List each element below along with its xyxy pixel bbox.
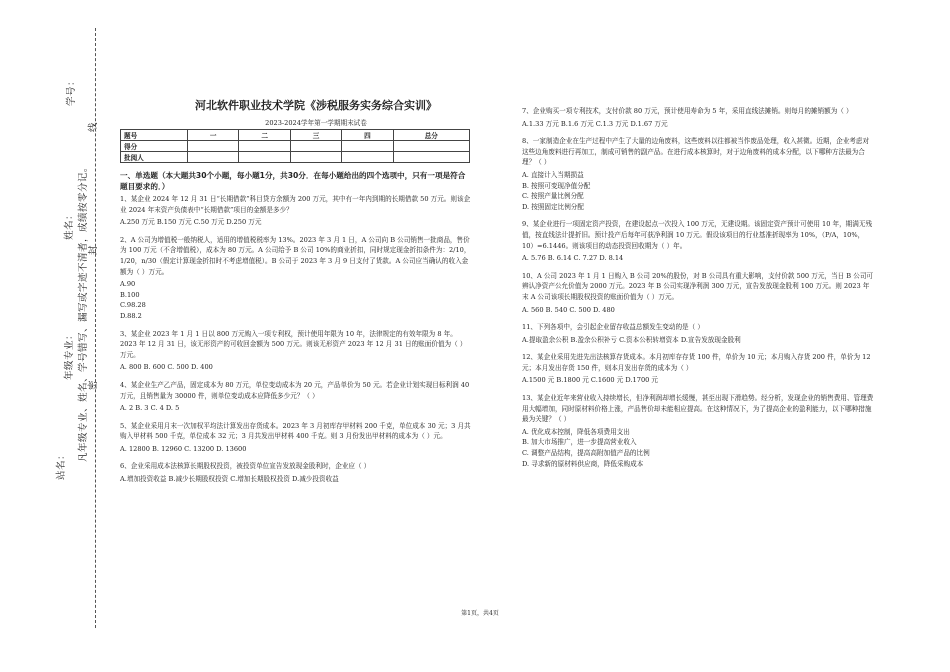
score-header-cell: 一 bbox=[188, 130, 239, 141]
score-header-cell: 四 bbox=[342, 130, 393, 141]
question-item bbox=[522, 136, 874, 212]
question-item bbox=[120, 235, 472, 322]
question-options bbox=[120, 362, 472, 373]
question-options bbox=[522, 427, 874, 469]
question-item bbox=[522, 352, 874, 386]
question-option[interactable]: A. 560 B. 540 C. 500 D. 480 bbox=[522, 305, 615, 314]
score-cell bbox=[393, 152, 469, 163]
score-cell bbox=[290, 152, 341, 163]
question-item bbox=[120, 194, 472, 228]
student-id-label: 学号： bbox=[66, 75, 77, 106]
score-table-row bbox=[121, 152, 470, 163]
question-stem: 7、企业购买一项专利技术，支付价款 80 万元，预计使用寿命为 5 年，采用直线法摊销。则每月的摊销额为（ ） bbox=[522, 107, 853, 115]
binding-instruction: 凡年级专业、姓名、学号错写、漏写或字迹不清者，成绩按零分记。 bbox=[78, 161, 89, 462]
question-stem: 8、一家制造企业在生产过程中产生了大量的边角废料，这些废料以往都被当作废品处理，收入甚微。近期，企业考虑对这些边角废料进行再加工，制成可销售的副产品。在进行成本核算时，对于边角废料的成本分配，以下哪种方法最为合理？（ ） bbox=[522, 137, 870, 167]
question-option[interactable]: A. 2 B. 3 C. 4 D. 5 bbox=[120, 404, 180, 413]
question-stem: 2、A 公司为增值税一般纳税人，适用的增值税税率为 13%。2023 年 3 月 1 日，A 公司向 B 公司销售一批商品，售价为 100 万元（不含增值税），成本为 80 万元。A 公司给予 B 公司 10%的商业折扣，同时规定现金折扣条件为：2/10，1/20，n/30（假定计算现金折扣时不考虑增值税）。B 公司于 2023 年 3 月 9 日支付了货款。A 公司应当确认的收入金额为（ ）万元。 bbox=[120, 235, 471, 276]
question-option[interactable]: A.增加投资收益 B.减少长期股权投资 C.增加长期股权投资 D.减少投资收益 bbox=[120, 475, 339, 484]
question-option[interactable]: C.98.28 bbox=[120, 301, 146, 310]
question-item bbox=[120, 329, 472, 373]
question-options bbox=[522, 335, 874, 346]
question-item bbox=[522, 271, 874, 315]
question-stem: 12、某企业采用先进先出法核算存货成本。本月初库存存货 100 件，单价为 10 元；本月购入存货 200 件，单价为 12 元；本月发出存货 150 件，则本月发出存货的成本为（ ） bbox=[522, 353, 871, 372]
question-option[interactable]: A.提取盈余公积 B.盈余公积补亏 C.资本公积转增资本 D.宣告发放现金股利 bbox=[522, 335, 741, 344]
score-header-cell: 题号 bbox=[121, 130, 188, 141]
question-stem: 10、A 公司 2023 年 1 月 1 日购入 B 公司 20%的股份，对 B 公司具有重大影响，支付价款 500 万元，当日 B 公司可辨认净资产公允价值为 2000 万元。2023 年 B 公司实现净利润 300 万元，宣告发放现金股利 100 万元。则 2023 年末 A 公司该项长期股权投资的账面价值为（ ）万元。 bbox=[522, 271, 874, 301]
exam-subtitle: 2023-2024学年第一学期期末试卷 bbox=[265, 119, 367, 127]
question-options bbox=[522, 170, 874, 212]
score-header-cell: 二 bbox=[239, 130, 290, 141]
exam-title: 河北软件职业技术学院《涉税服务实务综合实训》 bbox=[195, 99, 437, 112]
question-stem: 1、某企业 2024 年 12 月 31 日“长期借款”科目贷方余额为 200 万元，其中有一年内到期的长期借款 50 万元。则该企业 2024 年末资产负债表中“长期借款”项目的金额是多少？ bbox=[120, 195, 471, 214]
question-option[interactable]: D.88.2 bbox=[120, 311, 142, 320]
question-item bbox=[120, 380, 472, 414]
question-stem: 3、某企业 2023 年 1 月 1 日以 800 万元购入一项专利权，预计使用年限为 10 年，法律规定的有效年限为 8 年。2023 年 12 月 31 日，该无形资产的可收回金额为 500 万元。则该无形资产 2023 年 12 月 31 日的账面价值为（ ）万元。 bbox=[120, 329, 467, 359]
question-option[interactable]: A. 12800 B. 12960 C. 13200 D. 13600 bbox=[120, 444, 247, 453]
question-item bbox=[522, 393, 874, 469]
binding-margin bbox=[0, 0, 100, 672]
score-cell bbox=[188, 152, 239, 163]
question-option[interactable]: C. 按照产量比例分配 bbox=[522, 192, 584, 201]
seal-dashed-line bbox=[95, 28, 96, 628]
question-options bbox=[522, 305, 874, 316]
question-option[interactable]: C. 调整产品结构，提高高附加值产品的比例 bbox=[522, 449, 650, 458]
question-option[interactable]: A.1500 元 B.1800 元 C.1600 元 D.1700 元 bbox=[522, 376, 659, 385]
question-item bbox=[522, 219, 874, 263]
question-option[interactable]: D. 按照固定比例分配 bbox=[522, 202, 584, 211]
question-option[interactable]: A. 5.76 B. 6.14 C. 7.27 D. 8.14 bbox=[522, 254, 624, 263]
question-option[interactable]: B. 按照可变现净值分配 bbox=[522, 181, 591, 190]
score-header-cell: 总分 bbox=[393, 130, 469, 141]
question-options bbox=[120, 474, 472, 485]
score-cell bbox=[188, 141, 239, 152]
question-options bbox=[120, 403, 472, 414]
question-item bbox=[522, 106, 874, 129]
seal-word-1: 密 bbox=[88, 379, 99, 390]
score-row-label: 得分 bbox=[121, 141, 188, 152]
section-heading: 一、单选题（本大题共30个小题，每小题1分，共30分．在每小题给出的四个选项中，只有一项是符合题目要求的．） bbox=[120, 171, 466, 191]
question-options bbox=[522, 119, 874, 130]
score-cell bbox=[342, 152, 393, 163]
question-options bbox=[120, 279, 472, 321]
seal-word-2: 封 bbox=[88, 244, 99, 255]
class-label: 年级专业： bbox=[64, 329, 75, 380]
question-stem: 13、某企业近年来营业收入持续增长，但净利润却增长缓慢，甚至出现下滑趋势。经分析，发现企业的销售费用、管理费用大幅增加，同时原材料价格上涨，产品售价却未能相应提高。在这种情况下，为了提高企业的盈利能力，以下哪种措施最为关键？（ ） bbox=[522, 394, 874, 424]
question-option[interactable]: B. 加大市场推广，进一步提高营业收入 bbox=[522, 438, 637, 447]
question-option[interactable]: A. 800 B. 600 C. 500 D. 400 bbox=[120, 363, 213, 372]
question-stem: 11、下列各项中，会引起企业留存收益总额发生变动的是（ ） bbox=[522, 323, 704, 332]
question-options bbox=[522, 253, 874, 264]
question-item bbox=[120, 421, 472, 455]
question-stem: 9、某企业进行一项固定资产投资，在建设起点一次投入 100 万元，无建设期。该固定资产预计可使用 10 年，期满无残值，按直线法计提折旧。预计投产后每年可获净利润 10 万元。假设该项目的行业基准折现率为 10%，（P/A，10%，10）=6.1446。则该项目的动态投资回收期为（ ）年。 bbox=[522, 220, 873, 250]
page-footer: 第1页，共4页 bbox=[461, 610, 499, 617]
name-label: 姓名： bbox=[64, 209, 75, 240]
question-option[interactable]: A.250 万元 B.150 万元 C.50 万元 D.250 万元 bbox=[120, 218, 262, 227]
score-header-cell: 三 bbox=[290, 130, 341, 141]
question-stem: 5、某企业采用月末一次加权平均法计算发出存货成本。2023 年 3 月初库存甲材料 200 千克，单位成本 30 元；3 月共购入甲材料 500 千克，单位成本 32 元；3 月共发出甲材料 400 千克。则 3 月份发出甲材料的成本为（ ）元。 bbox=[120, 421, 471, 441]
score-cell bbox=[342, 141, 393, 152]
question-options bbox=[120, 217, 472, 228]
question-column-right bbox=[522, 106, 874, 476]
score-table-header-row bbox=[121, 130, 470, 141]
question-item bbox=[522, 322, 874, 345]
question-option[interactable]: A.90 bbox=[120, 280, 136, 289]
score-cell bbox=[393, 141, 469, 152]
question-option[interactable]: A. 直接计入当期损益 bbox=[522, 170, 584, 179]
question-item bbox=[120, 461, 472, 484]
school-label: 站名： bbox=[56, 449, 67, 480]
question-option[interactable]: A. 优化成本控制，降低各项费用支出 bbox=[522, 427, 630, 436]
score-table bbox=[120, 129, 470, 163]
score-row-label: 批阅人 bbox=[121, 152, 188, 163]
question-stem: 4、某企业生产乙产品，固定成本为 80 万元，单位变动成本为 20 元，产品单价为 50 元。若企业计划实现目标利润 40 万元，且销售量为 30000 件，则单位变动成本应降低多少元？（ ） bbox=[120, 380, 470, 400]
question-column-left bbox=[120, 194, 472, 492]
question-option[interactable]: A.1.33 万元 B.1.6 万元 C.1.3 万元 D.1.67 万元 bbox=[522, 119, 668, 128]
score-cell bbox=[239, 152, 290, 163]
question-stem: 6、企业采用成本法核算长期股权投资，被投资单位宣告发放现金股利时，企业应（ ） bbox=[120, 462, 371, 471]
score-cell bbox=[290, 141, 341, 152]
question-options bbox=[522, 375, 874, 386]
seal-word-3: 线 bbox=[88, 121, 99, 132]
question-option[interactable]: B.100 bbox=[120, 290, 140, 299]
score-table-row bbox=[121, 141, 470, 152]
question-options bbox=[120, 444, 472, 455]
score-cell bbox=[239, 141, 290, 152]
question-option[interactable]: D. 寻求新的原材料供应商，降低采购成本 bbox=[522, 459, 644, 468]
